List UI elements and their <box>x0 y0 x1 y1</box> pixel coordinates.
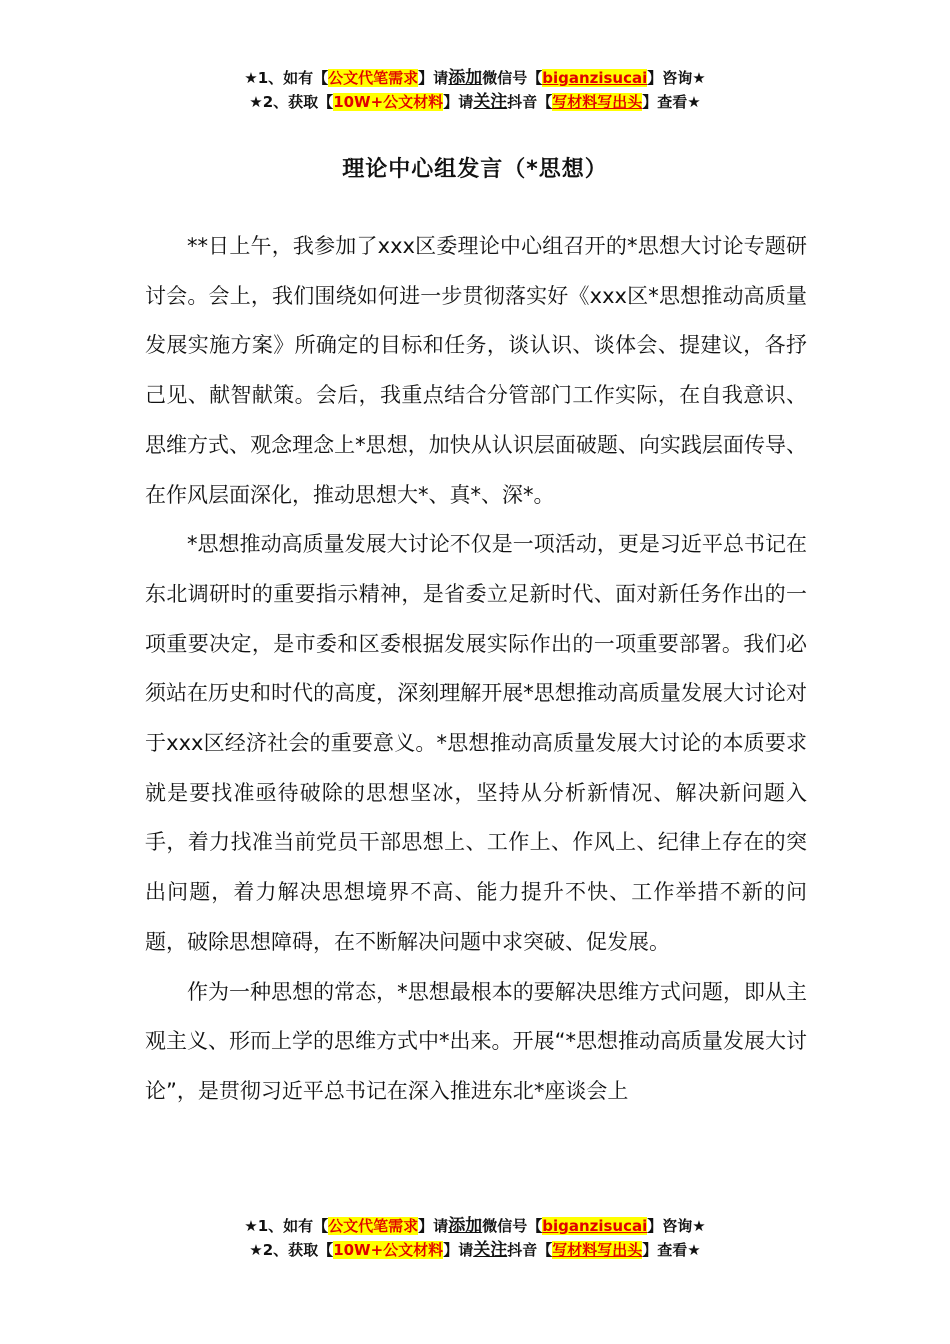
banner-text: 抖音【 <box>507 93 553 111</box>
banner-text: 】查看★ <box>642 93 701 111</box>
banner-text: ★2、获取【 <box>249 93 334 111</box>
body-paragraph: **日上午，我参加了xxx区委理论中心组召开的*思想大讨论专题研讨会。会上，我们围绕如何进一步贯彻落实好《xxx区*思想推动高质量发展实施方案》所确定的目标和任务，谈认识、谈体会、提建议，各抒己见、献智献策。会后，我重点结合分管部门工作实际，在自我意识、思维方式、观念理念上*思想，加快从认识层面破题、向实践层面传导、在作风层面深化，推动思想大*、真*、深*。 <box>145 234 807 507</box>
banner-text: 】请 <box>418 69 449 87</box>
banner-text: ★2、获取【 <box>249 1241 334 1259</box>
banner-text: 微信号【 <box>482 1217 543 1235</box>
banner-text: 】请 <box>443 1241 474 1259</box>
banner-highlight: biganzisucai <box>542 69 648 87</box>
body-paragraph: 作为一种思想的常态，*思想最根本的要解决思维方式问题，即从主观主义、形而上学的思维方式中*出来。开展“*思想推动高质量发展大讨论”，是贯彻习近平总书记在深入推进东北*座谈会上 <box>145 979 807 1103</box>
banner-text: 】查看★ <box>642 1241 701 1259</box>
banner-highlight: 公文代笔需求 <box>328 1217 419 1235</box>
banner-line-1 <box>0 66 950 90</box>
banner-highlight: 写材料写出头 <box>552 93 643 111</box>
banner-line-1 <box>0 1214 950 1238</box>
banner-highlight: 10W+公文材料 <box>333 1241 444 1259</box>
banner-highlight: 公文代笔需求 <box>328 69 419 87</box>
banner-text: ★1、如有【 <box>244 69 329 87</box>
footer-banner <box>0 1214 950 1262</box>
document-body <box>145 222 807 1117</box>
banner-text: 】请 <box>418 1217 449 1235</box>
banner-emphasis: 添加 <box>448 1216 483 1236</box>
body-paragraph: *思想推动高质量发展大讨论不仅是一项活动，更是习近平总书记在东北调研时的重要指示精神，是省委立足新时代、面对新任务作出的一项重要决定，是市委和区委根据发展实际作出的一项重要部署。我们必须站在历史和时代的高度，深刻理解开展*思想推动高质量发展大讨论对于xxx区经济社会的重要意义。*思想推动高质量发展大讨论的本质要求就是要找准亟待破除的思想坚冰，坚持从分析新情况、解决新问题入手，着力找准当前党员干部思想上、工作上、作风上、纪律上存在的突出问题，着力解决思想境界不高、能力提升不快、工作举措不新的问题，破除思想障碍，在不断解决问题中求突破、促发展。 <box>145 532 807 954</box>
banner-line-2 <box>0 1238 950 1262</box>
banner-text: ★1、如有【 <box>244 1217 329 1235</box>
banner-text: 】请 <box>443 93 474 111</box>
banner-text: 抖音【 <box>507 1241 553 1259</box>
banner-text: 】咨询★ <box>647 69 706 87</box>
document-title: 理论中心组发言（*思想） <box>342 157 608 182</box>
banner-text: 】咨询★ <box>647 1217 706 1235</box>
banner-emphasis: 添加 <box>448 68 483 88</box>
banner-line-2 <box>0 90 950 114</box>
header-banner <box>0 66 950 114</box>
banner-highlight: biganzisucai <box>542 1217 648 1235</box>
banner-text: 微信号【 <box>482 69 543 87</box>
banner-highlight: 10W+公文材料 <box>333 93 444 111</box>
banner-emphasis: 关注 <box>473 1240 508 1260</box>
banner-emphasis: 关注 <box>473 92 508 112</box>
banner-highlight: 写材料写出头 <box>552 1241 643 1259</box>
